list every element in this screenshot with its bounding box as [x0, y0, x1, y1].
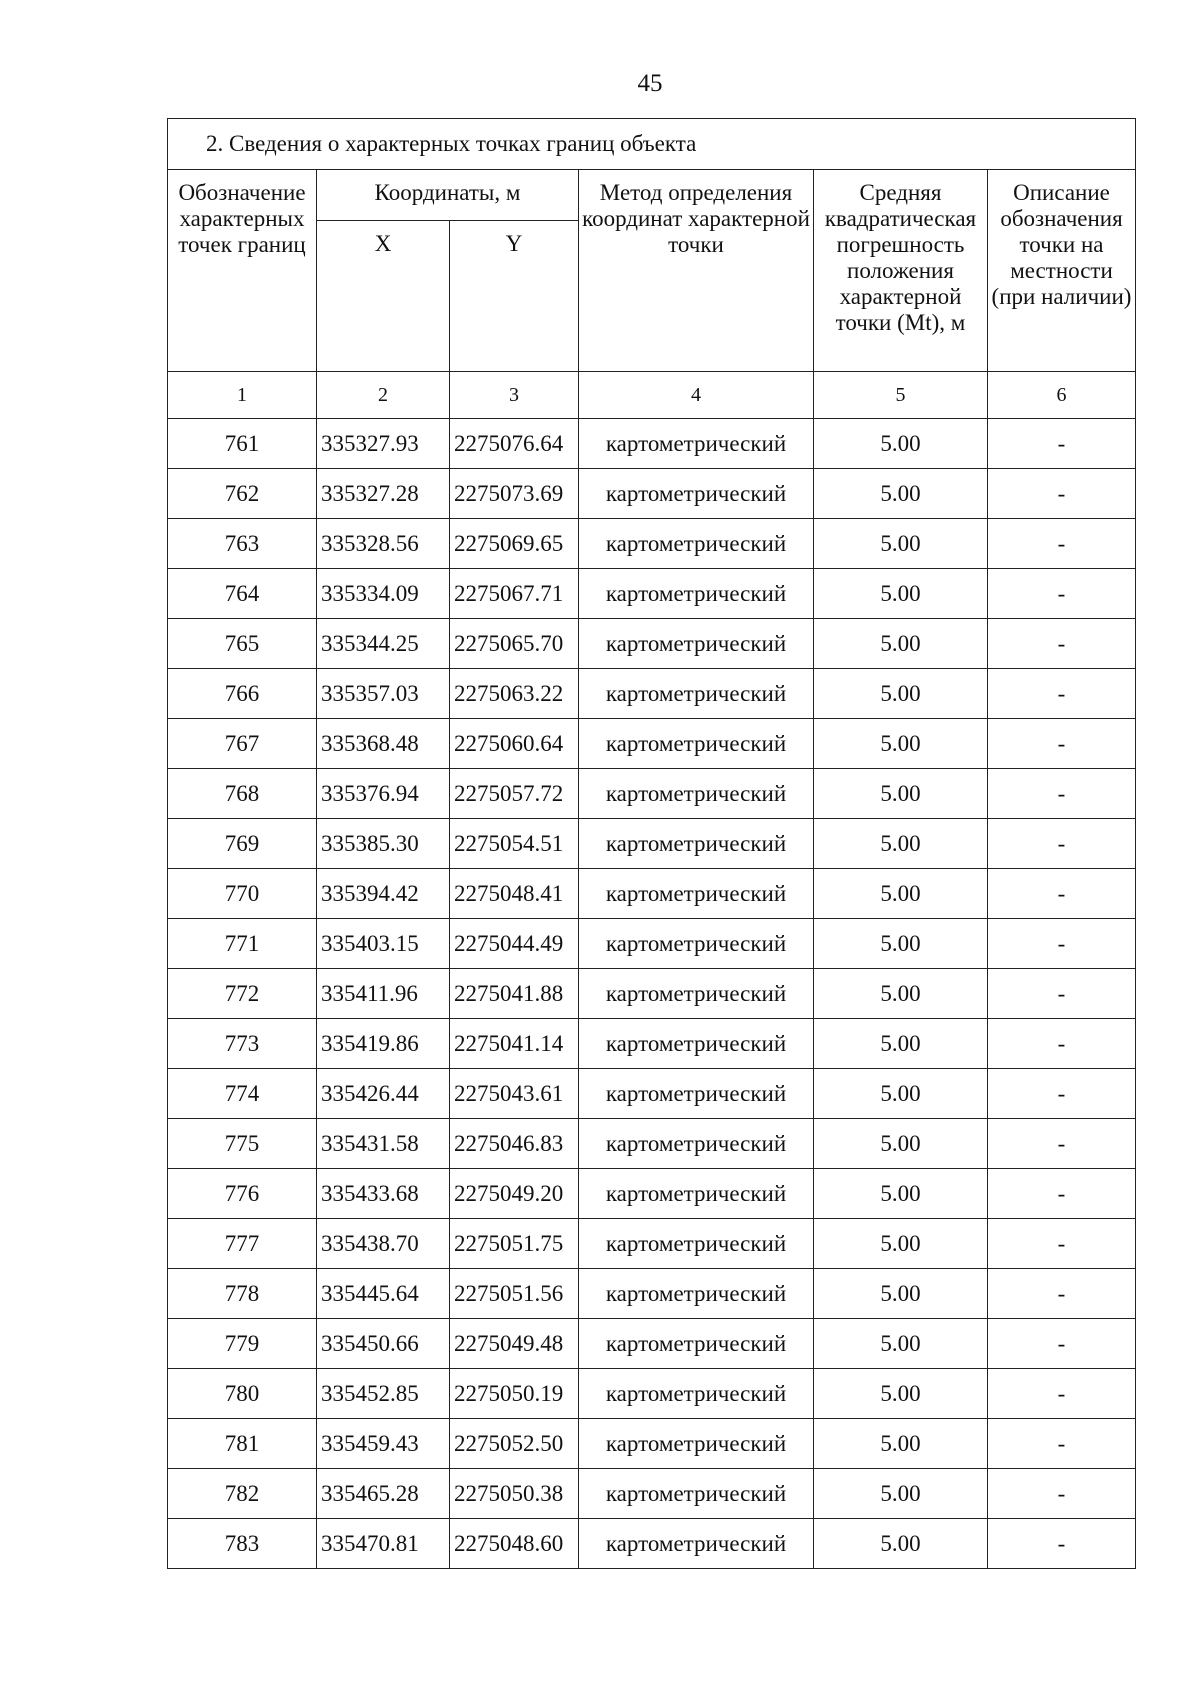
- x-coordinate-cell: 335327.28: [317, 469, 450, 519]
- page-number: 45: [637, 70, 663, 97]
- description-cell: -: [988, 1169, 1136, 1219]
- error-cell: 5.00: [814, 719, 988, 769]
- y-coordinate-cell: 2275041.14: [450, 1019, 579, 1069]
- description-cell: -: [988, 569, 1136, 619]
- y-coordinate-cell: 2275057.72: [450, 769, 579, 819]
- x-coordinate-cell: 335403.15: [317, 919, 450, 969]
- table-row: [168, 519, 1136, 569]
- column-number: 2: [317, 372, 450, 419]
- x-coordinate-cell: 335411.96: [317, 969, 450, 1019]
- x-coordinate-cell: 335438.70: [317, 1219, 450, 1269]
- method-cell: картометрический: [579, 519, 814, 569]
- x-coordinate-cell: 335459.43: [317, 1419, 450, 1469]
- error-cell: 5.00: [814, 469, 988, 519]
- table-row: [168, 1169, 1136, 1219]
- point-id-cell: 783: [168, 1519, 317, 1569]
- method-cell: картометрический: [579, 669, 814, 719]
- error-cell: 5.00: [814, 619, 988, 669]
- point-id-cell: 782: [168, 1469, 317, 1519]
- method-cell: картометрический: [579, 1269, 814, 1319]
- table-row: [168, 919, 1136, 969]
- header-coordinates: Координаты, м: [317, 170, 579, 221]
- table-row: [168, 1069, 1136, 1119]
- point-id-cell: 780: [168, 1369, 317, 1419]
- description-cell: -: [988, 469, 1136, 519]
- column-number: 3: [450, 372, 579, 419]
- y-coordinate-cell: 2275048.41: [450, 869, 579, 919]
- description-cell: -: [988, 419, 1136, 469]
- table-row: [168, 1219, 1136, 1269]
- point-id-cell: 778: [168, 1269, 317, 1319]
- column-numbers-row: [168, 372, 1136, 419]
- description-cell: -: [988, 619, 1136, 669]
- table-row: [168, 669, 1136, 719]
- method-cell: картометрический: [579, 469, 814, 519]
- error-cell: 5.00: [814, 1019, 988, 1069]
- y-coordinate-cell: 2275044.49: [450, 919, 579, 969]
- y-coordinate-cell: 2275050.19: [450, 1369, 579, 1419]
- y-coordinate-cell: 2275049.48: [450, 1319, 579, 1369]
- y-coordinate-cell: 2275043.61: [450, 1069, 579, 1119]
- method-cell: картометрический: [579, 1319, 814, 1369]
- table-row: [168, 1019, 1136, 1069]
- method-cell: картометрический: [579, 1019, 814, 1069]
- error-cell: 5.00: [814, 1169, 988, 1219]
- method-cell: картометрический: [579, 1169, 814, 1219]
- point-id-cell: 779: [168, 1319, 317, 1369]
- point-id-cell: 774: [168, 1069, 317, 1119]
- error-cell: 5.00: [814, 969, 988, 1019]
- description-cell: -: [988, 1369, 1136, 1419]
- error-cell: 5.00: [814, 1319, 988, 1369]
- header-designation: Обозначение характерных точек границ: [168, 170, 317, 372]
- table-row: [168, 769, 1136, 819]
- table-row: [168, 1369, 1136, 1419]
- error-cell: 5.00: [814, 1519, 988, 1569]
- table-row: [168, 419, 1136, 469]
- error-cell: 5.00: [814, 819, 988, 869]
- x-coordinate-cell: 335385.30: [317, 819, 450, 869]
- header-error: Средняя квадратическая погрешность положения характерной точки (Mt), м: [814, 170, 988, 372]
- point-id-cell: 762: [168, 469, 317, 519]
- boundary-points-table: [167, 118, 1136, 1569]
- description-cell: -: [988, 719, 1136, 769]
- header-row-1: [168, 170, 1136, 221]
- error-cell: 5.00: [814, 519, 988, 569]
- y-coordinate-cell: 2275051.56: [450, 1269, 579, 1319]
- point-id-cell: 768: [168, 769, 317, 819]
- y-coordinate-cell: 2275076.64: [450, 419, 579, 469]
- method-cell: картометрический: [579, 869, 814, 919]
- table-row: [168, 1119, 1136, 1169]
- header-description: Описание обозначения точки на местности (при наличии): [988, 170, 1136, 372]
- description-cell: -: [988, 669, 1136, 719]
- description-cell: -: [988, 1069, 1136, 1119]
- x-coordinate-cell: 335328.56: [317, 519, 450, 569]
- point-id-cell: 776: [168, 1169, 317, 1219]
- column-number: 5: [814, 372, 988, 419]
- error-cell: 5.00: [814, 1069, 988, 1119]
- description-cell: -: [988, 519, 1136, 569]
- method-cell: картометрический: [579, 569, 814, 619]
- column-number: 4: [579, 372, 814, 419]
- description-cell: -: [988, 1319, 1136, 1369]
- error-cell: 5.00: [814, 919, 988, 969]
- x-coordinate-cell: 335433.68: [317, 1169, 450, 1219]
- point-id-cell: 773: [168, 1019, 317, 1069]
- point-id-cell: 766: [168, 669, 317, 719]
- point-id-cell: 781: [168, 1419, 317, 1469]
- x-coordinate-cell: 335465.28: [317, 1469, 450, 1519]
- x-coordinate-cell: 335344.25: [317, 619, 450, 669]
- method-cell: картометрический: [579, 819, 814, 869]
- description-cell: -: [988, 1119, 1136, 1169]
- method-cell: картометрический: [579, 919, 814, 969]
- x-coordinate-cell: 335450.66: [317, 1319, 450, 1369]
- table-row: [168, 1469, 1136, 1519]
- description-cell: -: [988, 919, 1136, 969]
- method-cell: картометрический: [579, 769, 814, 819]
- x-coordinate-cell: 335470.81: [317, 1519, 450, 1569]
- table-row: [168, 819, 1136, 869]
- error-cell: 5.00: [814, 1369, 988, 1419]
- method-cell: картометрический: [579, 719, 814, 769]
- description-cell: -: [988, 969, 1136, 1019]
- y-coordinate-cell: 2275063.22: [450, 669, 579, 719]
- point-id-cell: 764: [168, 569, 317, 619]
- x-coordinate-cell: 335357.03: [317, 669, 450, 719]
- description-cell: -: [988, 1219, 1136, 1269]
- point-id-cell: 769: [168, 819, 317, 869]
- point-id-cell: 771: [168, 919, 317, 969]
- method-cell: картометрический: [579, 1419, 814, 1469]
- error-cell: 5.00: [814, 669, 988, 719]
- error-cell: 5.00: [814, 1269, 988, 1319]
- method-cell: картометрический: [579, 1069, 814, 1119]
- error-cell: 5.00: [814, 869, 988, 919]
- y-coordinate-cell: 2275051.75: [450, 1219, 579, 1269]
- y-coordinate-cell: 2275052.50: [450, 1419, 579, 1469]
- y-coordinate-cell: 2275067.71: [450, 569, 579, 619]
- method-cell: картометрический: [579, 1219, 814, 1269]
- description-cell: -: [988, 1419, 1136, 1469]
- table-row: [168, 969, 1136, 1019]
- description-cell: -: [988, 1519, 1136, 1569]
- y-coordinate-cell: 2275073.69: [450, 469, 579, 519]
- y-coordinate-cell: 2275049.20: [450, 1169, 579, 1219]
- x-coordinate-cell: 335376.94: [317, 769, 450, 819]
- description-cell: -: [988, 869, 1136, 919]
- table-row: [168, 569, 1136, 619]
- table-row: [168, 719, 1136, 769]
- method-cell: картометрический: [579, 1519, 814, 1569]
- x-coordinate-cell: 335419.86: [317, 1019, 450, 1069]
- point-id-cell: 777: [168, 1219, 317, 1269]
- error-cell: 5.00: [814, 1219, 988, 1269]
- header-x: X: [317, 221, 450, 372]
- column-number: 6: [988, 372, 1136, 419]
- method-cell: картометрический: [579, 419, 814, 469]
- method-cell: картометрический: [579, 1469, 814, 1519]
- description-cell: -: [988, 1269, 1136, 1319]
- error-cell: 5.00: [814, 769, 988, 819]
- y-coordinate-cell: 2275054.51: [450, 819, 579, 869]
- x-coordinate-cell: 335426.44: [317, 1069, 450, 1119]
- table-row: [168, 1319, 1136, 1369]
- description-cell: -: [988, 819, 1136, 869]
- section-title: 2. Сведения о характерных точках границ объекта: [168, 119, 1136, 170]
- table-row: [168, 1519, 1136, 1569]
- header-method: Метод определения координат характерной точки: [579, 170, 814, 372]
- x-coordinate-cell: 335452.85: [317, 1369, 450, 1419]
- y-coordinate-cell: 2275060.64: [450, 719, 579, 769]
- table-row: [168, 1269, 1136, 1319]
- error-cell: 5.00: [814, 1419, 988, 1469]
- error-cell: 5.00: [814, 1119, 988, 1169]
- description-cell: -: [988, 1469, 1136, 1519]
- method-cell: картометрический: [579, 969, 814, 1019]
- header-y: Y: [450, 221, 579, 372]
- error-cell: 5.00: [814, 419, 988, 469]
- point-id-cell: 772: [168, 969, 317, 1019]
- point-id-cell: 761: [168, 419, 317, 469]
- y-coordinate-cell: 2275069.65: [450, 519, 579, 569]
- method-cell: картометрический: [579, 619, 814, 669]
- point-id-cell: 775: [168, 1119, 317, 1169]
- point-id-cell: 763: [168, 519, 317, 569]
- table-row: [168, 1419, 1136, 1469]
- table-row: [168, 869, 1136, 919]
- x-coordinate-cell: 335445.64: [317, 1269, 450, 1319]
- x-coordinate-cell: 335368.48: [317, 719, 450, 769]
- point-id-cell: 770: [168, 869, 317, 919]
- description-cell: -: [988, 1019, 1136, 1069]
- y-coordinate-cell: 2275046.83: [450, 1119, 579, 1169]
- section-title-row: [168, 119, 1136, 170]
- point-id-cell: 767: [168, 719, 317, 769]
- table-row: [168, 619, 1136, 669]
- description-cell: -: [988, 769, 1136, 819]
- y-coordinate-cell: 2275048.60: [450, 1519, 579, 1569]
- error-cell: 5.00: [814, 569, 988, 619]
- y-coordinate-cell: 2275065.70: [450, 619, 579, 669]
- table-row: [168, 469, 1136, 519]
- x-coordinate-cell: 335431.58: [317, 1119, 450, 1169]
- point-id-cell: 765: [168, 619, 317, 669]
- error-cell: 5.00: [814, 1469, 988, 1519]
- x-coordinate-cell: 335334.09: [317, 569, 450, 619]
- method-cell: картометрический: [579, 1119, 814, 1169]
- x-coordinate-cell: 335327.93: [317, 419, 450, 469]
- y-coordinate-cell: 2275041.88: [450, 969, 579, 1019]
- column-number: 1: [168, 372, 317, 419]
- x-coordinate-cell: 335394.42: [317, 869, 450, 919]
- method-cell: картометрический: [579, 1369, 814, 1419]
- y-coordinate-cell: 2275050.38: [450, 1469, 579, 1519]
